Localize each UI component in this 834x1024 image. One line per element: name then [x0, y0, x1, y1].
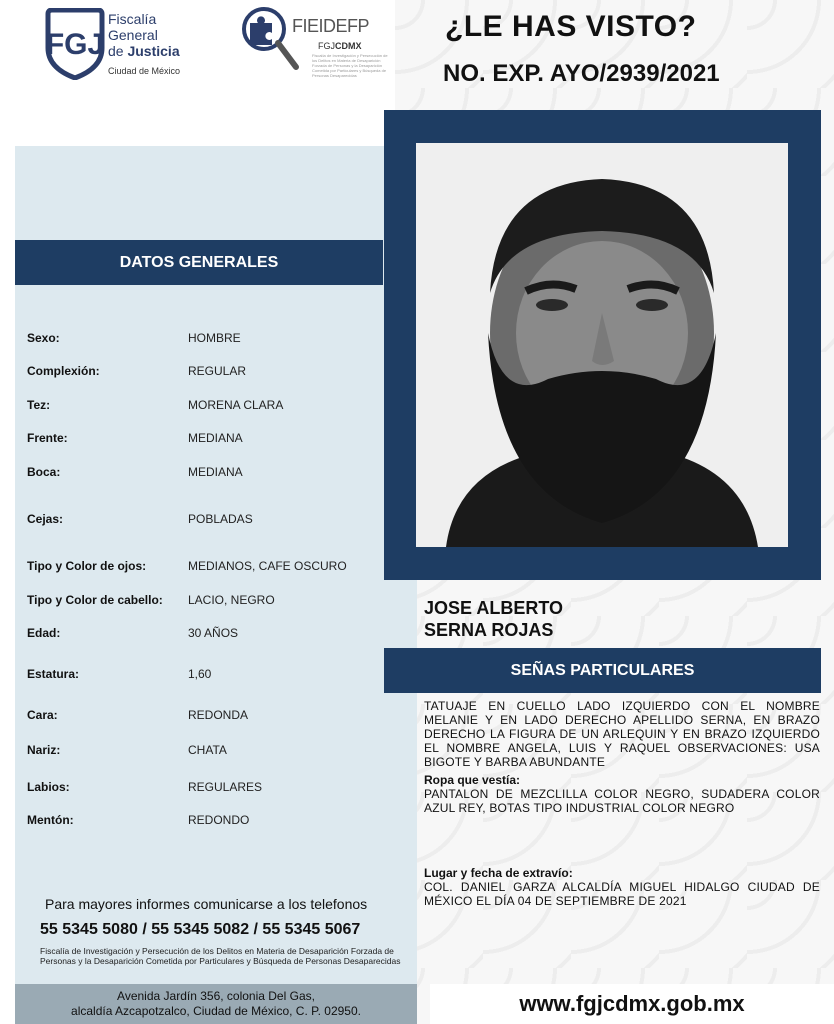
senas-text: TATUAJE EN CUELLO LADO IZQUIERDO CON EL NOMBRE MELANIE Y EN LADO DERECHO APELLIDO SERNA, EN BRAZO DERECHO LA FIGURA DE UN ARLEQUIN Y EN BRAZO IZQUIERDO EL NOMBRE ANGELA, LUIS Y RAQUEL OBSERVACIONES: USA BIGOTE Y BARBA ABUNDANTE: [424, 699, 820, 769]
phone-numbers: 55 5345 5080 / 55 5345 5082 / 55 5345 5067: [40, 921, 361, 938]
row-label-edad: Edad:: [27, 626, 61, 640]
row-value-labios: REGULARES: [188, 780, 263, 794]
magnifier-puzzle-icon: [240, 5, 300, 77]
row-value-estatura: 1,60: [188, 667, 212, 681]
fgj-line3-bold: Justicia: [127, 43, 180, 59]
lugar-text: COL. DANIEL GARZA ALCALDÍA MIGUEL HIDALGO CIUDAD DE MÉXICO EL DÍA 04 DE SEPTIEMBRE DE 2021: [424, 880, 820, 908]
row-value-tez: MORENA CLARA: [188, 398, 284, 412]
ropa-title: Ropa que vestía:: [424, 773, 521, 787]
fieidefp-sub-light: FGJ: [318, 41, 335, 51]
fieidefp-subtitle: [318, 41, 362, 51]
person-photo: [416, 143, 788, 547]
person-name-line2: SERNA ROJAS: [424, 620, 554, 640]
row-label-cara: Cara:: [27, 708, 58, 722]
website-link[interactable]: www.fgjcdmx.gob.mx: [430, 984, 834, 1024]
row-label-labios: Labios:: [27, 780, 70, 794]
row-value-complexion: REGULAR: [188, 364, 247, 378]
person-name-line1: JOSE ALBERTO: [424, 598, 564, 618]
contact-intro: Para mayores informes comunicarse a los telefonos: [45, 896, 368, 912]
address-line1: Avenida Jardín 356, colonia Del Gas,: [117, 989, 315, 1003]
expediente-number: NO. EXP. AYO/2939/2021: [443, 60, 720, 87]
row-value-nariz: CHATA: [188, 743, 227, 757]
row-label-ojos: Tipo y Color de ojos:: [27, 559, 147, 573]
row-label-tez: Tez:: [27, 398, 51, 412]
ropa-text: PANTALON DE MEZCLILLA COLOR NEGRO, SUDADERA COLOR AZUL REY, BOTAS TIPO INDUSTRIAL COLOR NEGRO: [424, 787, 820, 815]
row-value-ojos: MEDIANOS, CAFE OSCURO: [188, 559, 347, 573]
svg-text:FGJ: FGJ: [45, 28, 105, 61]
row-label-estatura: Estatura:: [27, 667, 80, 681]
row-value-cabello: LACIO, NEGRO: [188, 593, 275, 607]
fieidefp-title: FIEIDEFP: [292, 16, 370, 36]
row-value-cara: REDONDA: [188, 708, 249, 722]
row-label-cabello: Tipo y Color de cabello:: [27, 593, 163, 607]
person-name: [424, 597, 563, 641]
fgj-shield-logo: [44, 8, 106, 80]
row-value-sexo: HOMBRE: [188, 331, 241, 345]
row-value-edad: 30 AÑOS: [188, 626, 239, 640]
row-label-complexion: Complexión:: [27, 364, 100, 378]
fgj-line3-prefix: de: [108, 43, 128, 59]
row-label-cejas: Cejas:: [27, 512, 64, 526]
lugar-title: Lugar y fecha de extravío:: [424, 866, 573, 880]
row-label-sexo: Sexo:: [27, 331, 60, 345]
row-label-nariz: Nariz:: [27, 743, 61, 757]
fgj-line2: General: [108, 27, 158, 43]
fgj-line1: Fiscalía: [108, 11, 157, 27]
row-value-menton: REDONDO: [188, 813, 250, 827]
headline: ¿LE HAS VISTO?: [445, 10, 697, 43]
senas-particulares-header: SEÑAS PARTICULARES: [384, 648, 821, 693]
address-line2: alcaldía Azcapotzalco, Ciudad de México, C. P. 02950.: [71, 1004, 361, 1018]
fgj-logo-text: [108, 11, 180, 79]
row-value-boca: MEDIANA: [188, 465, 243, 479]
row-label-frente: Frente:: [27, 431, 68, 445]
row-value-frente: MEDIANA: [188, 431, 243, 445]
contact-fine-print: Fiscalía de Investigación y Persecución de los Delitos en Materia de Desaparición Forzada de Personas y la Desaparición Cometida por Particulares y Búsqueda de Personas Desaparecidas: [40, 946, 401, 966]
fgj-line3: [108, 43, 180, 59]
datos-generales-header: DATOS GENERALES: [15, 240, 383, 285]
row-label-menton: Mentón:: [27, 813, 74, 827]
row-value-cejas: POBLADAS: [188, 512, 253, 526]
fieidefp-fine-print: Fiscalía de Investigación y Persecución de los Delitos en Materia de Desaparición Forzada de Personas y la Desaparición Cometida por Particulares y Búsqueda de Personas Desaparecidas: [312, 53, 388, 78]
address-band: [15, 984, 417, 1024]
row-label-boca: Boca:: [27, 465, 61, 479]
fieidefp-sub-bold: CDMX: [335, 41, 362, 51]
fgj-line4: Ciudad de México: [108, 66, 181, 76]
person-portrait: [416, 143, 788, 547]
